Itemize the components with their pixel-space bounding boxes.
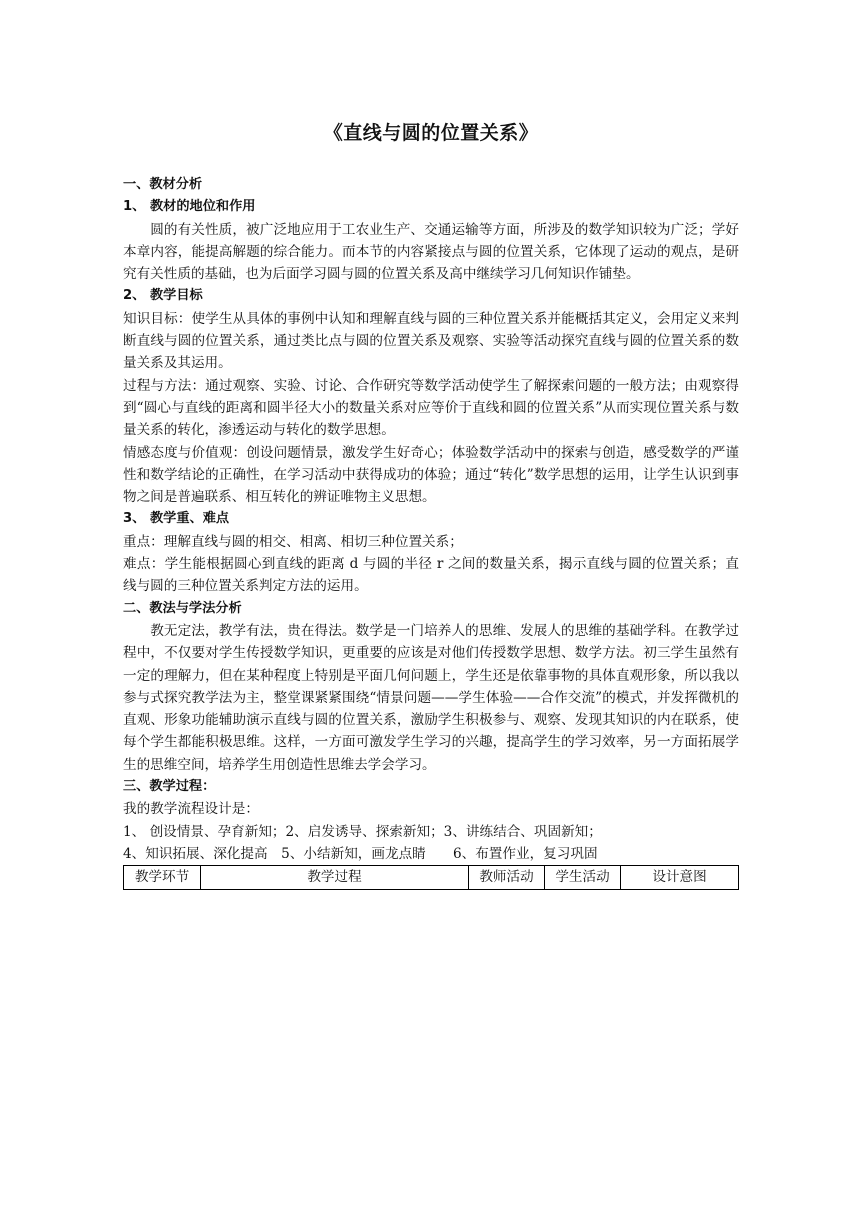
paragraph-emotion-goal: 情感态度与价值观：创设问题情景，激发学生好奇心；体验数学活动中的探索与创造，感受数学的严谨性和数学结论的正确性，在学习活动中获得成功的体验；通过“转化”数学思想的运用，让学生认识到事物之间是普遍联系、相互转化的辨证唯物主义思想。 xyxy=(123,444,739,506)
table-header-row xyxy=(124,866,739,889)
subsection-heading-1: 1、 教材的地位和作用 xyxy=(123,199,256,215)
paragraph-teaching-method: 教无定法，教学有法，贵在得法。数学是一门培养人的思维、发展人的思维的基础学科。在教学过程中，不仅要对学生传授数学知识，更重要的应该是对他们传授数学思想、数学方法。初三学生虽然有一定的理解力，但在某种程度上特别是平面几何问题上，学生还是依靠事物的具体直观形象，所以我以参与式探究教学法为主，整堂课紧紧围绕“情景问题——学生体验——合作交流”的模式，并发挥微机的直观、形象功能辅助演示直线与圆的位置关系，激励学生积极参与、观察、发现其知识的内在联系，使每个学生都能积极思维。这样，一方面可激发学生学习的兴趣，提高学生的学习效率，另一方面拓展学生的思维空间，培养学生用创造性思维去学会学习。 xyxy=(123,622,739,773)
table-header-cell: 教师活动 xyxy=(469,866,545,889)
document-body xyxy=(123,174,739,890)
section-heading-3: 三、教学过程： xyxy=(123,779,216,795)
table-header-cell: 教学过程 xyxy=(201,866,469,889)
table-header-cell: 学生活动 xyxy=(545,866,621,889)
subsection-heading-2: 2、 教学目标 xyxy=(123,288,203,304)
paragraph-flow-line-1: 1、 创设情景、孕育新知；2、启发诱导、探索新知；3、讲练结合、巩固新知； xyxy=(123,823,602,840)
section-heading-2: 二、教法与学法分析 xyxy=(123,600,242,616)
section-heading-1: 一、教材分析 xyxy=(123,177,203,192)
document-title: 《直线与圆的位置关系》 xyxy=(323,122,539,144)
subsection-heading-3: 3、 教学重、难点 xyxy=(123,511,230,527)
paragraph-key-point: 重点：理解直线与圆的相交、相离、相切三种位置关系； xyxy=(123,533,463,550)
teaching-process-table xyxy=(123,865,739,889)
table-header-cell: 教学环节 xyxy=(124,866,201,889)
table-header-cell: 设计意图 xyxy=(621,866,739,889)
paragraph-flow-line-2: 4、知识拓展、深化提高 5、小结新知，画龙点睛 6、布置作业，复习巩固 xyxy=(123,845,598,862)
paragraph-knowledge-goal: 知识目标：使学生从具体的事例中认知和理解直线与圆的三种位置关系并能概括其定义，会用定义来判断直线与圆的位置关系，通过类比点与圆的位置关系及观察、实验等活动探究直线与圆的位置关系的数量关系及其运用。 xyxy=(123,310,739,372)
paragraph-difficulty: 难点：学生能根据圆心到直线的距离 d 与圆的半径 r 之间的数量关系，揭示直线与圆的位置关系；直线与圆的三种位置关系判定方法的运用。 xyxy=(123,556,739,595)
paragraph-textbook-role: 圆的有关性质，被广泛地应用于工农业生产、交通运输等方面，所涉及的数学知识较为广泛；学好本章内容，能提高解题的综合能力。而本节的内容紧接点与圆的位置关系，它体现了运动的观点，是研究有关性质的基础，也为后面学习圆与圆的位置关系及高中继续学习几何知识作铺垫。 xyxy=(123,221,739,283)
paragraph-process-goal: 过程与方法：通过观察、实验、讨论、合作研究等数学活动使学生了解探索问题的一般方法；由观察得到“圆心与直线的距离和圆半径大小的数量关系对应等价于直线和圆的位置关系”从而实现位置关系与数量关系的转化，渗透运动与转化的数学思想。 xyxy=(123,377,739,439)
paragraph-flow-intro: 我的教学流程设计是： xyxy=(123,801,259,818)
